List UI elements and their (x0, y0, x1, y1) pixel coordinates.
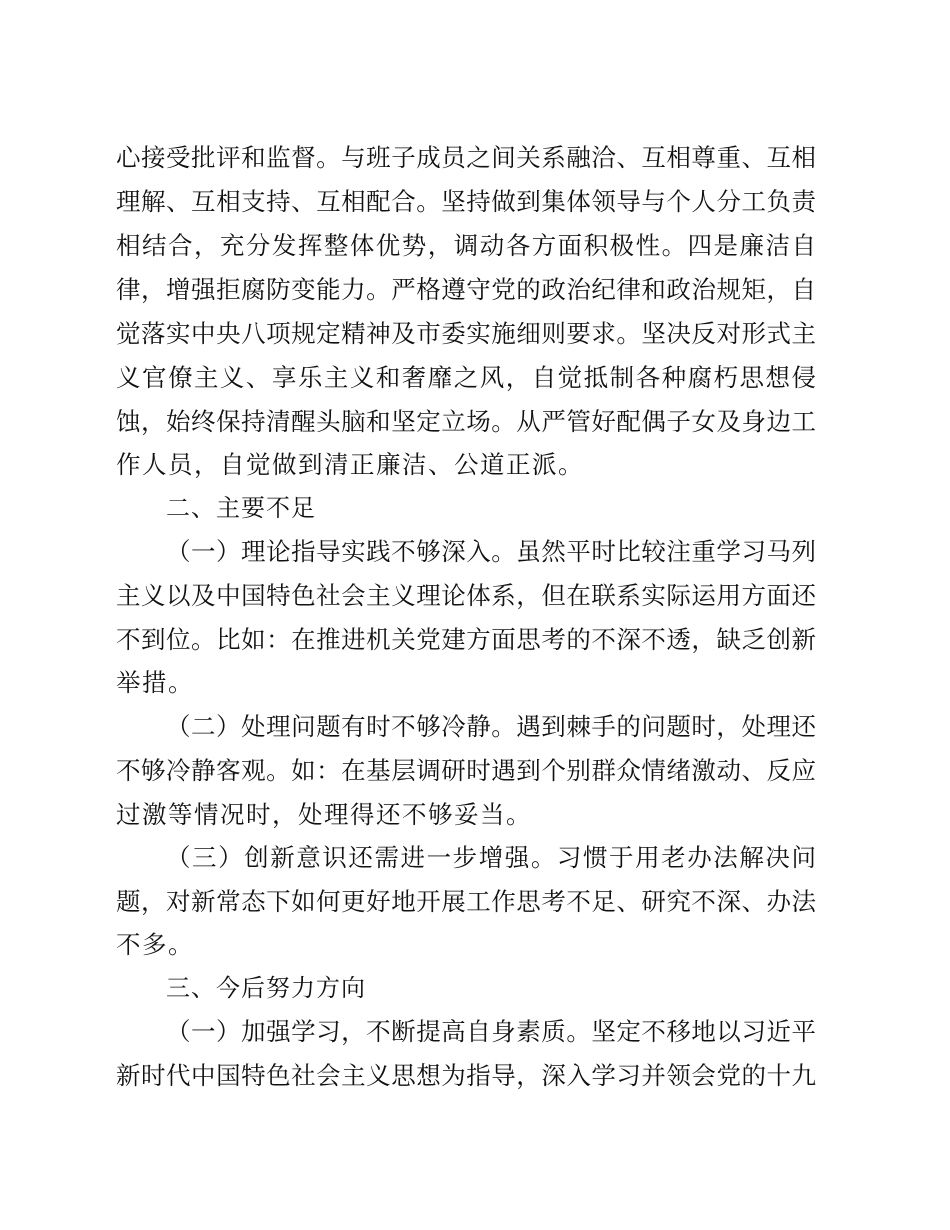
body-text-line: 相结合，充分发挥整体优势，调动各方面积极性。四是廉洁自 (116, 231, 816, 260)
body-text-line: 新时代中国特色社会主义思想为指导，深入学习并领会党的十九 (116, 1061, 816, 1090)
body-text-line: 主义以及中国特色社会主义理论体系，但在联系实际运用方面还 (116, 581, 816, 610)
body-text-line: 题，对新常态下如何更好地开展工作思考不足、研究不深、办法 (116, 887, 816, 916)
body-text-line: 理解、互相支持、互相配合。坚持做到集体领导与个人分工负责 (116, 187, 816, 216)
body-text-line: 不多。 (116, 930, 194, 959)
body-text-line: 义官僚主义、享乐主义和奢靡之风，自觉抵制各种腐朽思想侵 (116, 363, 816, 392)
body-text-line: 心接受批评和监督。与班子成员之间关系融洽、互相尊重、互相 (116, 143, 816, 172)
body-text-line: 觉落实中央八项规定精神及市委实施细则要求。坚决反对形式主 (116, 319, 816, 348)
body-text-line: 过激等情况时，处理得还不够妥当。 (116, 800, 532, 829)
body-text-line: 不到位。比如：在推进机关党建方面思考的不深不透，缺乏创新 (116, 625, 816, 654)
paragraph-lead-line: （一）加强学习，不断提高自身素质。坚定不移地以习近平 (166, 1017, 816, 1046)
body-text-line: 作人员，自觉做到清正廉洁、公道正派。 (116, 450, 584, 479)
body-text-line: 蚀，始终保持清醒头脑和坚定立场。从严管好配偶子女及身边工 (116, 407, 816, 436)
paragraph-lead-line: （二）处理问题有时不够冷静。遇到棘手的问题时，处理还 (166, 712, 816, 741)
section-heading-future-direction: 三、今后努力方向 (166, 974, 366, 1002)
paragraph-lead-line: （三）创新意识还需进一步增强。习惯于用老办法解决问 (166, 843, 816, 872)
section-heading-shortcomings: 二、主要不足 (166, 494, 316, 522)
body-text-line: 律，增强拒腐防变能力。严格遵守党的政治纪律和政治规矩，自 (116, 275, 816, 304)
body-text-line: 举措。 (116, 668, 194, 697)
paragraph-lead-line: （一）理论指导实践不够深入。虽然平时比较注重学习马列 (166, 537, 816, 566)
body-text-line: 不够冷静客观。如：在基层调研时遇到个别群众情绪激动、反应 (116, 756, 816, 785)
